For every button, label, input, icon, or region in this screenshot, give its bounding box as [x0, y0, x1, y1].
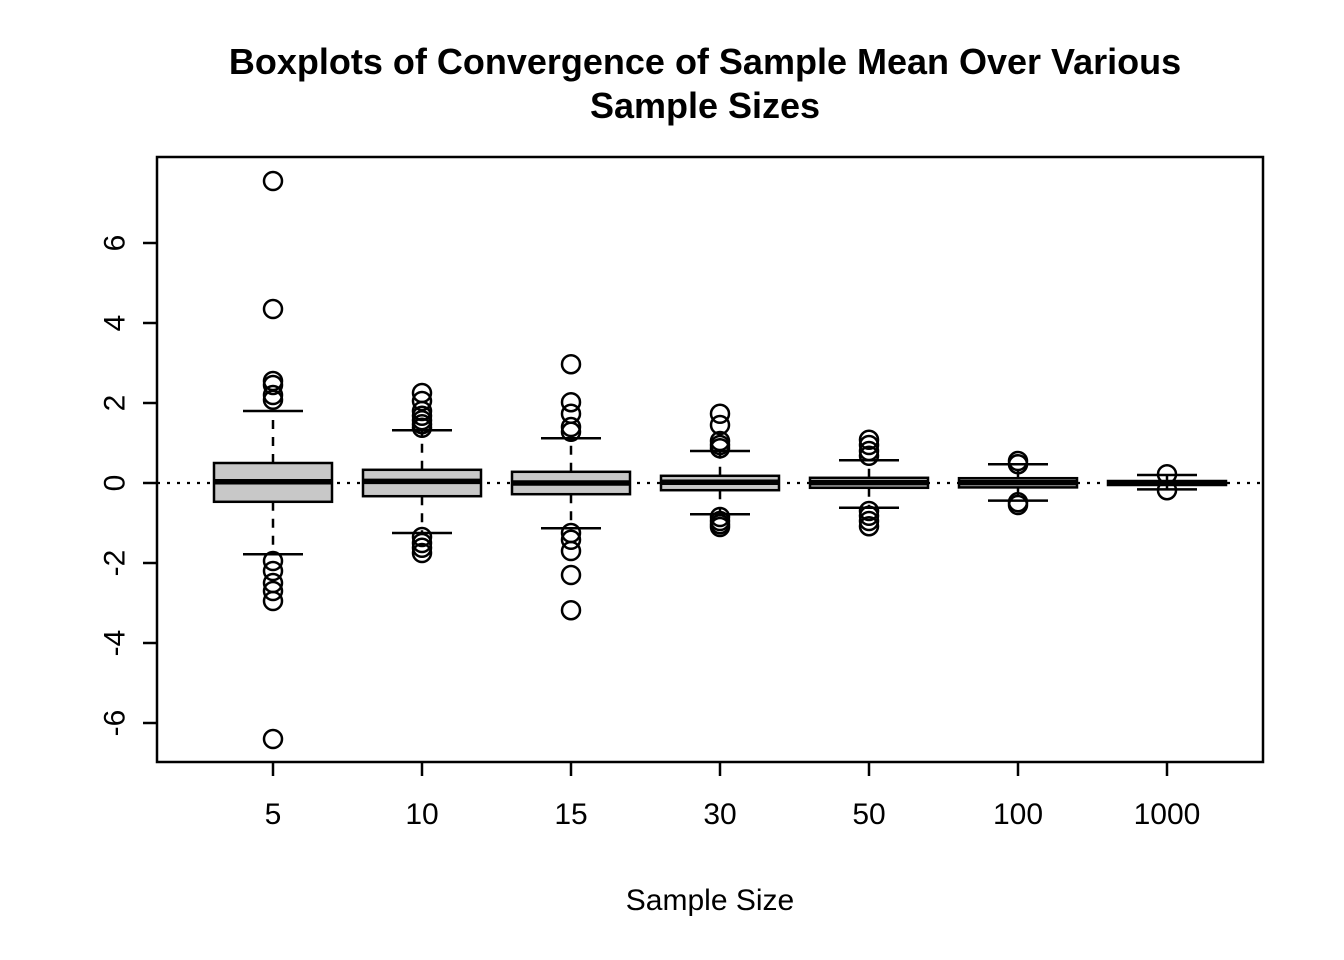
y-axis-tick-label: 6: [98, 234, 132, 252]
y-axis-tick-label: -2: [98, 549, 132, 577]
x-axis-tick-label: 10: [405, 798, 439, 831]
y-axis-tick-label: 0: [98, 474, 132, 492]
x-axis-tick-label: 100: [992, 798, 1044, 831]
x-axis-tick-label: 1000: [1133, 798, 1201, 831]
x-axis-tick-label: 50: [852, 798, 886, 831]
y-axis-tick-label: 2: [98, 394, 132, 412]
x-axis-tick-label: 5: [264, 798, 282, 831]
y-axis-tick-label: -4: [98, 629, 132, 657]
chart-title-line-1: Boxplots of Convergence of Sample Mean Over Various: [228, 41, 1182, 82]
plot-border: [157, 157, 1263, 762]
chart-title-line-2: Sample Sizes: [589, 85, 821, 126]
y-axis-tick-label: -6: [98, 709, 132, 737]
x-axis-tick-label: 15: [554, 798, 588, 831]
x-axis-label: Sample Size: [625, 884, 795, 917]
x-axis-tick-label: 30: [703, 798, 737, 831]
y-axis-tick-label: 4: [98, 314, 132, 332]
plot-area-layer: [99, 157, 1264, 831]
